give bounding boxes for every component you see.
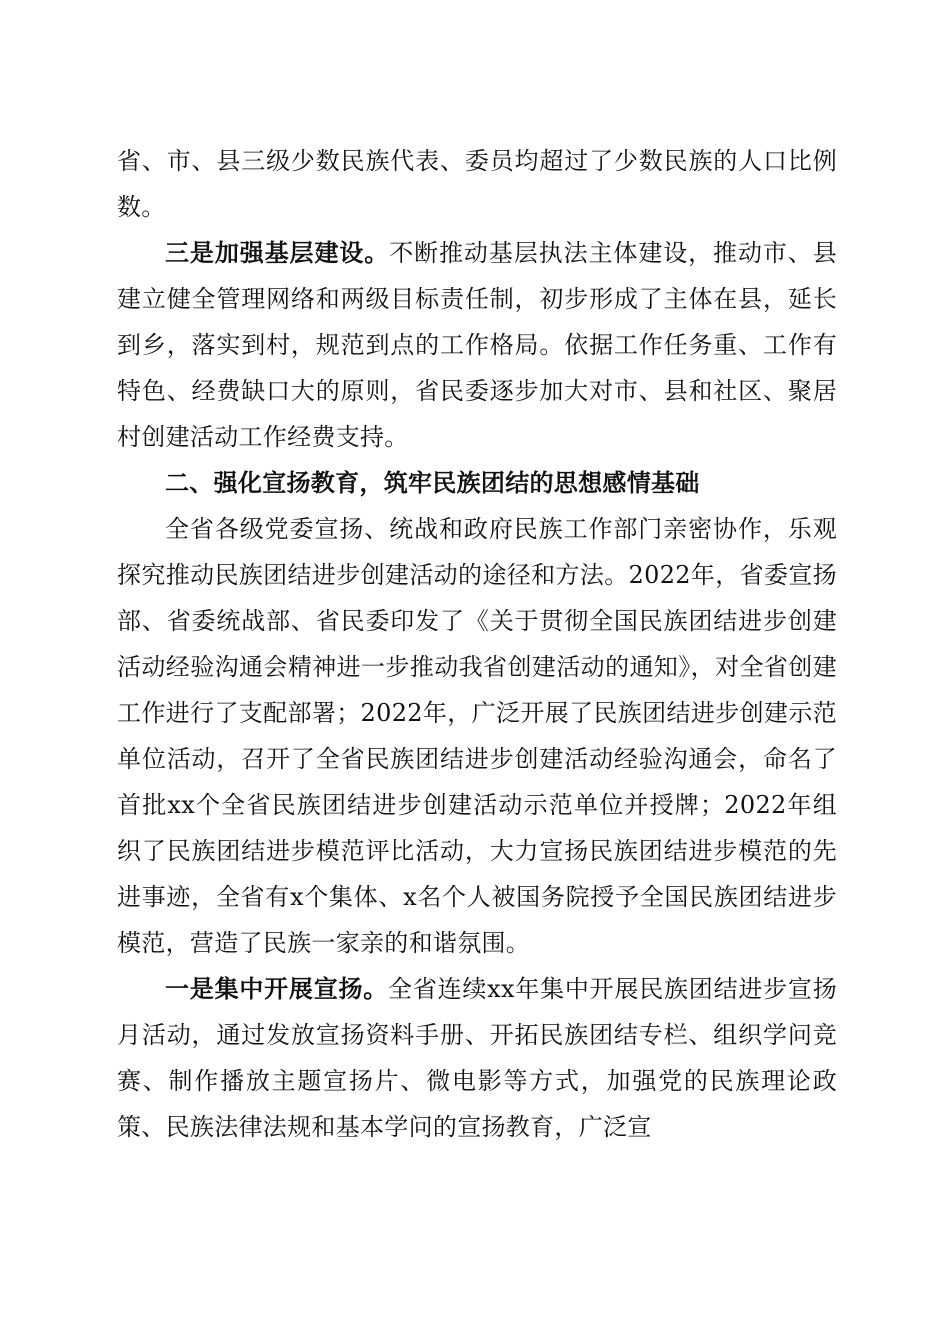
paragraph-continuation bbox=[117, 138, 837, 230]
paragraph-grassroots bbox=[117, 230, 837, 460]
document-body bbox=[117, 138, 837, 1150]
paragraph-focused-campaign bbox=[117, 966, 837, 1150]
paragraph-text: 不断推动基层执法主体建设，推动市、县建立健全管理网络和两级目标责任制，初步形成了主体在县，延长到乡，落实到村，规范到点的工作格局。依据工作任务重、工作有特色、经费缺口大的原则，省民委逐步加大对市、县和社区、聚居村创建活动工作经费支持。 bbox=[117, 239, 837, 451]
paragraph-text: 全省连续xx年集中开展民族团结进步宣扬月活动，通过发放宣扬资料手册、开拓民族团结专栏、组织学问竞赛、制作播放主题宣扬片、微电影等方式，加强党的民族理论政策、民族法律法规和基本学问的宣扬教育，广泛宣 bbox=[117, 975, 837, 1141]
paragraph-lead: 三是加强基层建设。 bbox=[165, 238, 390, 267]
paragraph-lead: 一是集中开展宣扬。 bbox=[165, 974, 389, 1003]
paragraph-text: 省、市、县三级少数民族代表、委员均超过了少数民族的人口比例数。 bbox=[117, 147, 837, 221]
section-heading: 二、强化宣扬教育，筑牢民族团结的思想感情基础 bbox=[165, 469, 700, 497]
paragraph-propaganda bbox=[117, 506, 837, 966]
paragraph-text: 全省各级党委宣扬、统战和政府民族工作部门亲密协作，乐观探究推动民族团结进步创建活动的途径和方法。2022年，省委宣扬部、省委统战部、省民委印发了《关于贯彻全国民族团结进步创建活动经验沟通会精神进一步推动我省创建活动的通知》，对全省创建工作进行了支配部署；2022年，广泛开展了民族团结进步创建示范单位活动，召开了全省民族团结进步创建活动经验沟通会，命名了首批xx个全省民族团结进步创建活动示范单位并授牌；2022年组织了民族团结进步模范评比活动，大力宣扬民族团结进步模范的先进事迹，全省有x个集体、x名个人被国务院授予全国民族团结进步模范，营造了民族一家亲的和谐氛围。 bbox=[117, 515, 837, 957]
